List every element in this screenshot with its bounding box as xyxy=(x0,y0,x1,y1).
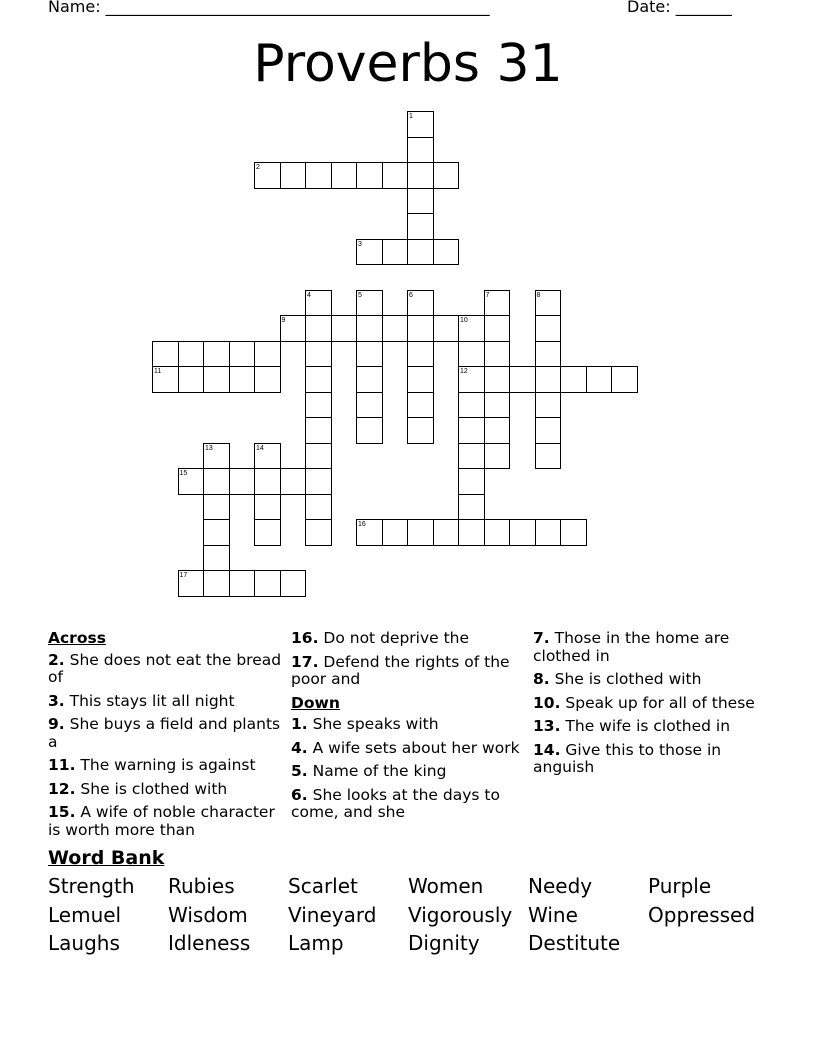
crossword-cell[interactable] xyxy=(254,162,281,189)
crossword-cell[interactable] xyxy=(458,443,485,470)
crossword-cell[interactable] xyxy=(356,341,383,368)
word-bank-item: Needy xyxy=(528,874,593,898)
crossword-cell[interactable] xyxy=(382,315,409,342)
clue-down-13: 13. The wife is clothed in xyxy=(533,717,731,735)
crossword-cell[interactable] xyxy=(305,341,332,368)
crossword-cell[interactable] xyxy=(535,392,562,419)
crossword-cell[interactable] xyxy=(484,341,511,368)
crossword-cell[interactable] xyxy=(178,366,205,393)
clue-number-label: 3 xyxy=(358,240,362,248)
crossword-cell[interactable] xyxy=(433,162,460,189)
word-bank-item: Destitute xyxy=(528,931,621,955)
across-heading: Across xyxy=(48,629,106,647)
crossword-cell[interactable] xyxy=(484,366,511,393)
clue-number-label: 10 xyxy=(460,317,468,324)
crossword-cell[interactable] xyxy=(229,468,256,495)
clue-across-12: 12. She is clothed with xyxy=(48,779,228,798)
clue-number-label: 1 xyxy=(409,113,413,120)
crossword-cell[interactable] xyxy=(254,443,281,470)
clues-column-2 xyxy=(291,630,521,828)
clue-down-10: 10. Speak up for all of these xyxy=(533,693,755,712)
word-bank-item: Lamp xyxy=(288,931,344,955)
crossword-cell[interactable] xyxy=(203,494,230,521)
word-bank-item: Laughs xyxy=(48,931,120,955)
word-bank-item: Idleness xyxy=(168,931,251,955)
crossword-cell[interactable] xyxy=(407,239,434,266)
clue-down-14: 14. Give this to those in anguish xyxy=(533,740,722,776)
clue-number-label: 9 xyxy=(281,317,286,324)
crossword-cell[interactable] xyxy=(382,162,409,189)
clue-number-label: 2 xyxy=(256,164,260,171)
crossword-cell[interactable] xyxy=(407,213,434,240)
crossword-cell[interactable] xyxy=(458,315,485,342)
crossword-cell[interactable] xyxy=(535,341,562,368)
page-title: Proverbs 31 xyxy=(253,34,563,94)
crossword-cell[interactable] xyxy=(535,290,562,317)
crossword-cell[interactable] xyxy=(458,494,485,521)
clue-number-label: 5 xyxy=(358,291,362,299)
crossword-cell[interactable] xyxy=(229,366,256,393)
crossword-cell[interactable] xyxy=(356,392,383,419)
crossword-cell[interactable] xyxy=(305,315,332,342)
crossword-cell[interactable] xyxy=(484,290,511,317)
crossword-cell[interactable] xyxy=(356,417,383,444)
crossword-cell[interactable] xyxy=(356,290,383,317)
crossword-cell[interactable] xyxy=(535,519,562,546)
crossword-cell[interactable] xyxy=(178,468,205,495)
clue-down-8: 8. She is clothed with xyxy=(533,670,702,688)
clue-down-5: 5. Name of the king xyxy=(291,762,447,780)
crossword-cell[interactable] xyxy=(305,468,332,495)
crossword-cell[interactable] xyxy=(458,392,485,419)
crossword-cell[interactable] xyxy=(484,519,511,546)
crossword-cell[interactable] xyxy=(458,341,485,368)
clue-across-2: 2. She does not eat the bread of xyxy=(48,650,282,686)
crossword-cell[interactable] xyxy=(458,519,485,546)
crossword-cell[interactable] xyxy=(280,468,307,495)
crossword-cell[interactable] xyxy=(229,341,256,368)
crossword-cell[interactable] xyxy=(305,366,332,393)
word-bank-heading: Word Bank xyxy=(48,847,165,869)
clue-number-label: 13 xyxy=(205,444,213,452)
clue-number-label: 7 xyxy=(485,291,490,299)
crossword-cell[interactable] xyxy=(407,519,434,546)
clue-across-16: 16. Do not deprive the xyxy=(291,629,470,647)
crossword-cell[interactable] xyxy=(407,162,434,189)
crossword-cell[interactable] xyxy=(178,341,205,368)
crossword-cell[interactable] xyxy=(254,494,281,521)
crossword-cell[interactable] xyxy=(458,366,485,393)
word-bank-item: Purple xyxy=(648,874,712,898)
crossword-cell[interactable] xyxy=(535,366,562,393)
crossword-cell[interactable] xyxy=(254,468,281,495)
crossword-cell[interactable] xyxy=(305,290,332,317)
crossword-cell[interactable] xyxy=(254,366,281,393)
clue-down-4: 4. A wife sets about her work xyxy=(291,738,520,757)
word-bank-item: Dignity xyxy=(408,931,480,955)
crossword-cell[interactable] xyxy=(305,417,332,444)
clue-number-label: 4 xyxy=(307,291,311,299)
crossword-cell[interactable] xyxy=(407,315,434,342)
clue-down-1: 1. She speaks with xyxy=(291,715,439,733)
clue-number-label: 15 xyxy=(179,470,188,477)
clue-across-17: 17. Defend the rights of the poor and xyxy=(291,652,510,688)
clue-number-label: 16 xyxy=(358,521,366,528)
crossword-cell[interactable] xyxy=(509,519,536,546)
name-field[interactable]: Name: ________________________________________________ xyxy=(48,0,490,16)
clue-number-label: 12 xyxy=(460,368,468,375)
clues-column-3 xyxy=(533,630,768,783)
crossword-cell[interactable] xyxy=(458,468,485,495)
crossword-cell[interactable] xyxy=(356,239,383,266)
crossword-cell[interactable] xyxy=(203,366,230,393)
crossword-cell[interactable] xyxy=(433,519,460,546)
crossword-cell[interactable] xyxy=(407,366,434,393)
crossword-cell[interactable] xyxy=(458,417,485,444)
crossword-cell[interactable] xyxy=(254,341,281,368)
crossword-cell[interactable] xyxy=(203,468,230,495)
crossword-cell[interactable] xyxy=(356,315,383,342)
word-bank-item: Lemuel xyxy=(48,902,122,927)
clue-number-label: 6 xyxy=(409,291,413,299)
crossword-cell[interactable] xyxy=(407,341,434,368)
crossword-cell[interactable] xyxy=(152,366,179,393)
crossword-cell[interactable] xyxy=(280,570,307,597)
crossword-cell[interactable] xyxy=(535,417,562,444)
word-bank-item: Strength xyxy=(48,874,135,898)
crossword-cell[interactable] xyxy=(484,443,511,470)
crossword-cell[interactable] xyxy=(382,519,409,546)
crossword-cell[interactable] xyxy=(280,315,307,342)
crossword-cell[interactable] xyxy=(203,341,230,368)
crossword-cell[interactable] xyxy=(203,570,230,597)
crossword-cell[interactable] xyxy=(254,570,281,597)
crossword-cell[interactable] xyxy=(509,366,536,393)
clue-number-label: 11 xyxy=(154,368,162,375)
crossword-cell[interactable] xyxy=(407,417,434,444)
crossword-cell[interactable] xyxy=(356,162,383,189)
crossword-cell[interactable] xyxy=(178,570,205,597)
crossword-cell[interactable] xyxy=(407,290,434,317)
crossword-cell[interactable] xyxy=(535,443,562,470)
crossword-cell[interactable] xyxy=(305,494,332,521)
clue-across-3: 3. This stays lit all night xyxy=(48,691,235,710)
clue-down-6: 6. She looks at the days to come, and she xyxy=(291,785,500,821)
crossword-cell[interactable] xyxy=(356,519,383,546)
down-heading: Down xyxy=(291,693,340,712)
clues-column-1 xyxy=(48,630,283,845)
crossword-cell[interactable] xyxy=(407,137,434,164)
clue-number-label: 14 xyxy=(256,444,264,452)
crossword-cell[interactable] xyxy=(229,570,256,597)
crossword-cell[interactable] xyxy=(382,239,409,266)
word-bank xyxy=(48,872,788,958)
crossword-cell[interactable] xyxy=(560,519,587,546)
clue-across-11: 11. The warning is against xyxy=(48,756,256,774)
clue-number-label: 8 xyxy=(536,291,541,299)
crossword-cell[interactable] xyxy=(305,162,332,189)
crossword-cell[interactable] xyxy=(305,443,332,470)
crossword-cell[interactable] xyxy=(407,392,434,419)
crossword-cell[interactable] xyxy=(535,315,562,342)
crossword-cell[interactable] xyxy=(331,315,358,342)
word-bank-item: Oppressed xyxy=(648,902,756,927)
crossword-cell[interactable] xyxy=(305,519,332,546)
crossword-cell[interactable] xyxy=(305,392,332,419)
date-field[interactable]: Date: _______ xyxy=(627,0,732,16)
crossword-cell[interactable] xyxy=(560,366,587,393)
word-bank-item: Rubies xyxy=(168,874,235,898)
word-bank-item: Vineyard xyxy=(288,902,377,927)
clue-number-label: 17 xyxy=(179,572,188,579)
crossword-cell[interactable] xyxy=(280,162,307,189)
crossword-cell[interactable] xyxy=(433,315,460,342)
crossword-cell[interactable] xyxy=(203,443,230,470)
clue-across-15: 15. A wife of noble character is worth more than xyxy=(48,803,275,839)
crossword-cell[interactable] xyxy=(356,366,383,393)
crossword-cell[interactable] xyxy=(407,188,434,215)
crossword-cell[interactable] xyxy=(611,366,638,393)
clue-across-9: 9. She buys a field and plants a xyxy=(48,715,281,751)
crossword-cell[interactable] xyxy=(586,366,613,393)
clue-down-7: 7. Those in the home are clothed in xyxy=(533,629,730,665)
crossword-cell[interactable] xyxy=(331,162,358,189)
crossword-cell[interactable] xyxy=(152,341,179,368)
crossword-cell[interactable] xyxy=(484,315,511,342)
word-bank-item: Vigorously xyxy=(408,902,513,927)
crossword-cell[interactable] xyxy=(407,111,434,138)
word-bank-item: Scarlet xyxy=(288,874,358,898)
crossword-cell[interactable] xyxy=(484,417,511,444)
word-bank-item: Wine xyxy=(528,902,578,927)
word-bank-item: Wisdom xyxy=(168,902,248,927)
crossword-cell[interactable] xyxy=(203,545,230,572)
crossword-cell[interactable] xyxy=(203,519,230,546)
crossword-cell[interactable] xyxy=(484,392,511,419)
crossword-cell[interactable] xyxy=(254,519,281,546)
crossword-cell[interactable] xyxy=(433,239,460,266)
word-bank-item: Women xyxy=(408,874,484,898)
